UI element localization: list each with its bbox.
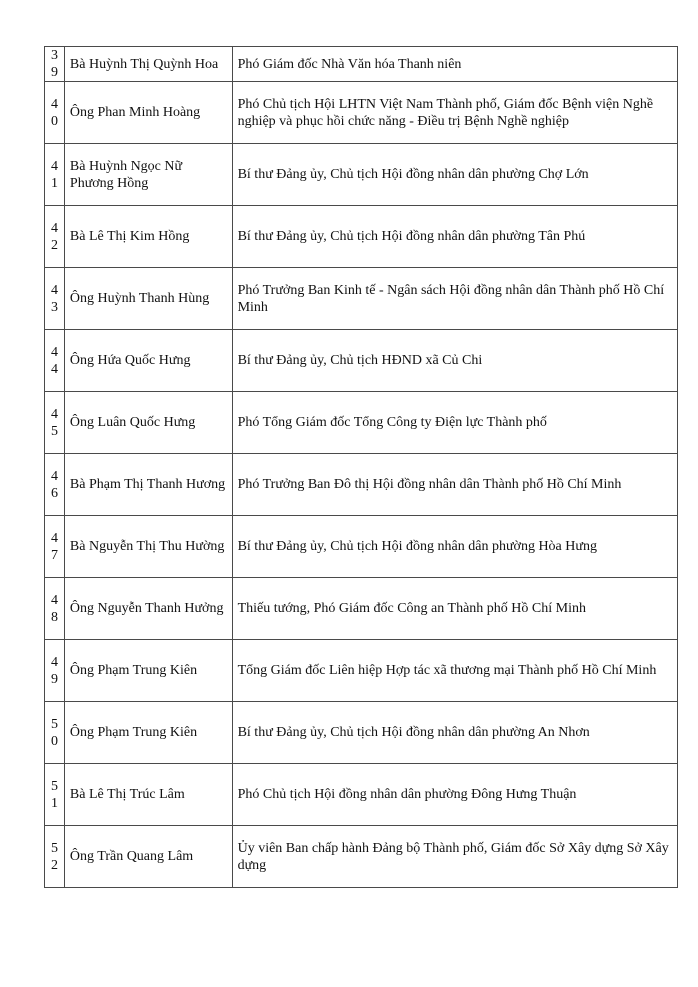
table-row — [45, 702, 678, 764]
person-title: Phó Chủ tịch Hội LHTN Việt Nam Thành phố, Giám đốc Bệnh viện Nghề nghiệp và phục hồi chức năng - Điều trị Bệnh Nghề nghiệp — [232, 82, 677, 144]
person-title: Phó Trưởng Ban Kinh tế - Ngân sách Hội đồng nhân dân Thành phố Hồ Chí Minh — [232, 268, 677, 330]
row-number: 52 — [45, 826, 65, 888]
person-title: Phó Tổng Giám đốc Tổng Công ty Điện lực Thành phố — [232, 392, 677, 454]
person-title: Ủy viên Ban chấp hành Đảng bộ Thành phố, Giám đốc Sở Xây dựng Sở Xây dựng — [232, 826, 677, 888]
person-title: Tổng Giám đốc Liên hiệp Hợp tác xã thương mại Thành phố Hồ Chí Minh — [232, 640, 677, 702]
table-row — [45, 47, 678, 82]
table-row — [45, 82, 678, 144]
person-title: Phó Chủ tịch Hội đồng nhân dân phường Đông Hưng Thuận — [232, 764, 677, 826]
table-row — [45, 330, 678, 392]
row-number: 46 — [45, 454, 65, 516]
row-number: 41 — [45, 144, 65, 206]
table-row — [45, 764, 678, 826]
person-name: Ông Phạm Trung Kiên — [64, 702, 232, 764]
person-title: Bí thư Đảng ủy, Chủ tịch Hội đồng nhân dân phường Tân Phú — [232, 206, 677, 268]
row-number: 39 — [45, 47, 65, 82]
table-row — [45, 516, 678, 578]
row-number: 42 — [45, 206, 65, 268]
row-number: 44 — [45, 330, 65, 392]
person-title: Bí thư Đảng ủy, Chủ tịch HĐND xã Củ Chi — [232, 330, 677, 392]
table-row — [45, 640, 678, 702]
person-name: Bà Lê Thị Trúc Lâm — [64, 764, 232, 826]
person-title: Thiếu tướng, Phó Giám đốc Công an Thành phố Hồ Chí Minh — [232, 578, 677, 640]
table-row — [45, 144, 678, 206]
person-name: Ông Phan Minh Hoàng — [64, 82, 232, 144]
person-title: Phó Giám đốc Nhà Văn hóa Thanh niên — [232, 47, 677, 82]
delegate-table — [44, 46, 678, 888]
table-row — [45, 454, 678, 516]
person-title: Bí thư Đảng ủy, Chủ tịch Hội đồng nhân dân phường An Nhơn — [232, 702, 677, 764]
row-number: 50 — [45, 702, 65, 764]
person-name: Ông Nguyễn Thanh Hưởng — [64, 578, 232, 640]
person-name: Bà Lê Thị Kim Hồng — [64, 206, 232, 268]
table-row — [45, 268, 678, 330]
person-name: Ông Phạm Trung Kiên — [64, 640, 232, 702]
person-name: Bà Huỳnh Thị Quỳnh Hoa — [64, 47, 232, 82]
person-title: Bí thư Đảng ủy, Chủ tịch Hội đồng nhân dân phường Hòa Hưng — [232, 516, 677, 578]
person-name: Bà Phạm Thị Thanh Hương — [64, 454, 232, 516]
person-name: Ông Hứa Quốc Hưng — [64, 330, 232, 392]
row-number: 43 — [45, 268, 65, 330]
row-number: 47 — [45, 516, 65, 578]
row-number: 40 — [45, 82, 65, 144]
row-number: 51 — [45, 764, 65, 826]
person-name: Ông Huỳnh Thanh Hùng — [64, 268, 232, 330]
table-row — [45, 392, 678, 454]
person-title: Phó Trưởng Ban Đô thị Hội đồng nhân dân Thành phố Hồ Chí Minh — [232, 454, 677, 516]
row-number: 48 — [45, 578, 65, 640]
row-number: 49 — [45, 640, 65, 702]
person-name: Ông Trần Quang Lâm — [64, 826, 232, 888]
table-row — [45, 826, 678, 888]
person-name: Ông Luân Quốc Hưng — [64, 392, 232, 454]
person-name: Bà Nguyễn Thị Thu Hường — [64, 516, 232, 578]
person-name: Bà Huỳnh Ngọc Nữ Phương Hồng — [64, 144, 232, 206]
delegate-table-body — [45, 47, 678, 888]
row-number: 45 — [45, 392, 65, 454]
person-title: Bí thư Đảng ủy, Chủ tịch Hội đồng nhân dân phường Chợ Lớn — [232, 144, 677, 206]
table-row — [45, 206, 678, 268]
table-row — [45, 578, 678, 640]
